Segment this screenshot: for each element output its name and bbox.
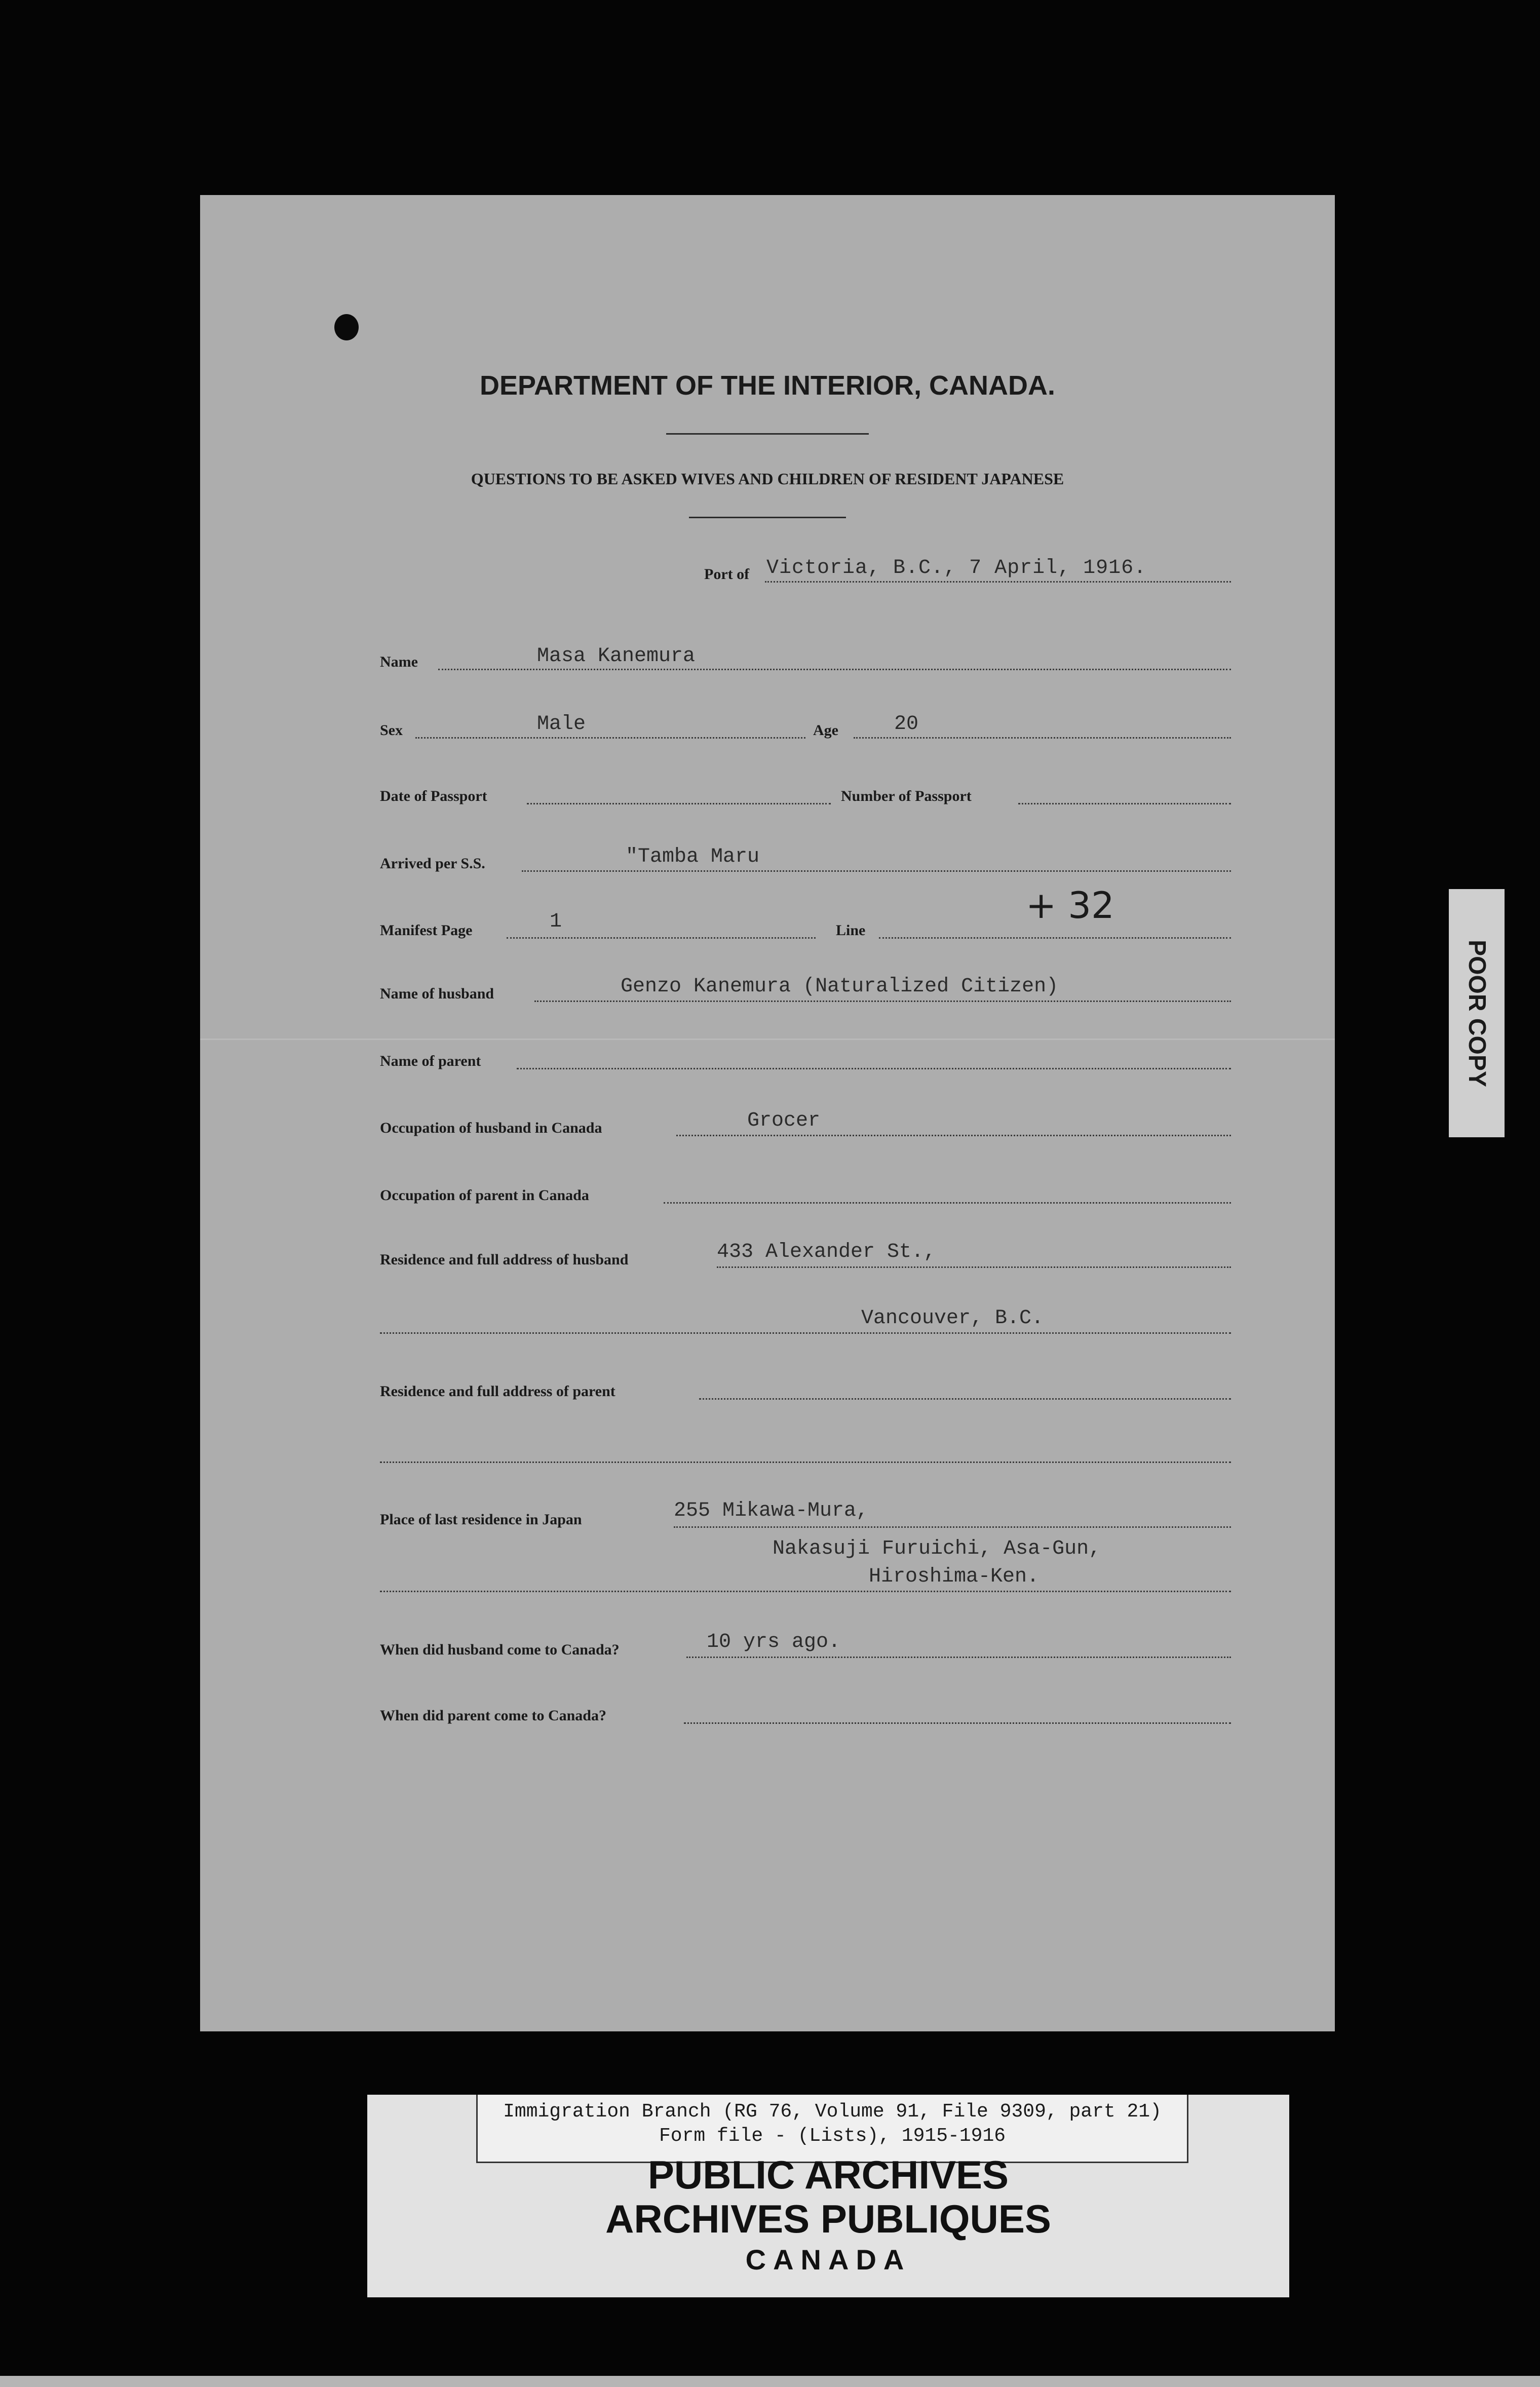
last-residence-value-1: 255 Mikawa-Mura,: [674, 1499, 869, 1522]
last-residence-value-3: Hiroshima-Ken.: [869, 1565, 1040, 1588]
name-of-husband-label: Name of husband: [380, 985, 494, 1002]
form-subtitle: QUESTIONS TO BE ASKED WIVES AND CHILDREN OF RESIDENT JAPANESE: [471, 470, 1064, 488]
age-line: [854, 737, 1231, 739]
archive-line-3: CANADA: [745, 2244, 911, 2276]
residence-parent-label: Residence and full address of parent: [380, 1383, 615, 1400]
arrived-per-line: [522, 870, 1231, 872]
sex-value: Male: [537, 713, 586, 736]
occupation-husband-label: Occupation of husband in Canada: [380, 1120, 602, 1136]
husband-came-line: [686, 1657, 1231, 1658]
last-residence-value-2: Nakasuji Furuichi, Asa-Gun,: [773, 1537, 1101, 1560]
name-of-parent-line: [517, 1068, 1231, 1069]
archive-line-1: PUBLIC ARCHIVES: [647, 2152, 1009, 2197]
manifest-page-value: 1: [550, 910, 562, 933]
sex-label: Sex: [380, 722, 403, 739]
archive-reference-line-2: Form file - (Lists), 1915-1916: [659, 2125, 1006, 2147]
last-residence-label: Place of last residence in Japan: [380, 1511, 582, 1528]
name-of-parent-label: Name of parent: [380, 1053, 481, 1069]
line-number-line: [879, 937, 1231, 939]
residence-parent-line-1: [699, 1398, 1231, 1400]
name-line: [438, 669, 1231, 670]
last-residence-line-2: [380, 1591, 1231, 1592]
age-value: 20: [894, 713, 919, 736]
manifest-page-label: Manifest Page: [380, 922, 473, 939]
date-of-passport-line: [527, 803, 831, 804]
line-value: + 32: [1026, 884, 1114, 927]
name-of-husband-line: [534, 1000, 1231, 1002]
poor-copy-label: [1449, 889, 1505, 1137]
title-rule: [666, 433, 869, 435]
residence-parent-line-2: [380, 1461, 1231, 1463]
poor-copy-text: POOR COPY: [1463, 939, 1490, 1087]
occupation-husband-line: [676, 1135, 1231, 1136]
film-edge: [0, 2376, 1540, 2387]
date-of-passport-label: Date of Passport: [380, 788, 487, 804]
port-label: Port of: [704, 566, 750, 583]
name-label: Name: [380, 653, 418, 670]
residence-husband-value-1: 433 Alexander St.,: [717, 1241, 936, 1263]
port-value: Victoria, B.C., 7 April, 1916.: [766, 557, 1147, 580]
archive-line-2: ARCHIVES PUBLIQUES: [605, 2197, 1051, 2241]
arrived-per-label: Arrived per S.S.: [380, 855, 485, 872]
number-of-passport-line: [1018, 803, 1231, 804]
occupation-parent-line: [664, 1202, 1231, 1204]
residence-husband-line-2: [380, 1332, 1231, 1334]
arrived-per-value: "Tamba Maru: [626, 845, 760, 868]
husband-came-value: 10 yrs ago.: [707, 1631, 841, 1653]
name-of-husband-value: Genzo Kanemura (Naturalized Citizen): [621, 975, 1059, 998]
number-of-passport-label: Number of Passport: [841, 788, 972, 804]
department-title: DEPARTMENT OF THE INTERIOR, CANADA.: [480, 370, 1055, 401]
form-sheet: [200, 195, 1335, 2031]
port-line: [765, 581, 1231, 583]
name-value: Masa Kanemura: [537, 645, 696, 668]
subtitle-rule: [689, 517, 846, 518]
last-residence-line-1: [674, 1526, 1231, 1528]
manifest-page-line: [507, 937, 816, 939]
occupation-husband-value: Grocer: [747, 1109, 821, 1132]
occupation-parent-label: Occupation of parent in Canada: [380, 1187, 589, 1204]
sex-line: [415, 737, 805, 739]
archive-reference-line-1: Immigration Branch (RG 76, Volume 91, File 9309, part 21): [503, 2101, 1162, 2123]
age-label: Age: [813, 722, 838, 739]
parent-came-line: [684, 1722, 1231, 1724]
residence-husband-value-2: Vancouver, B.C.: [861, 1307, 1044, 1330]
residence-husband-line-1: [717, 1266, 1231, 1268]
parent-came-label: When did parent come to Canada?: [380, 1707, 606, 1724]
line-label: Line: [836, 922, 866, 939]
punch-hole: [334, 314, 359, 340]
husband-came-label: When did husband come to Canada?: [380, 1641, 620, 1658]
fold-line: [200, 1038, 1335, 1040]
residence-husband-label: Residence and full address of husband: [380, 1251, 629, 1268]
